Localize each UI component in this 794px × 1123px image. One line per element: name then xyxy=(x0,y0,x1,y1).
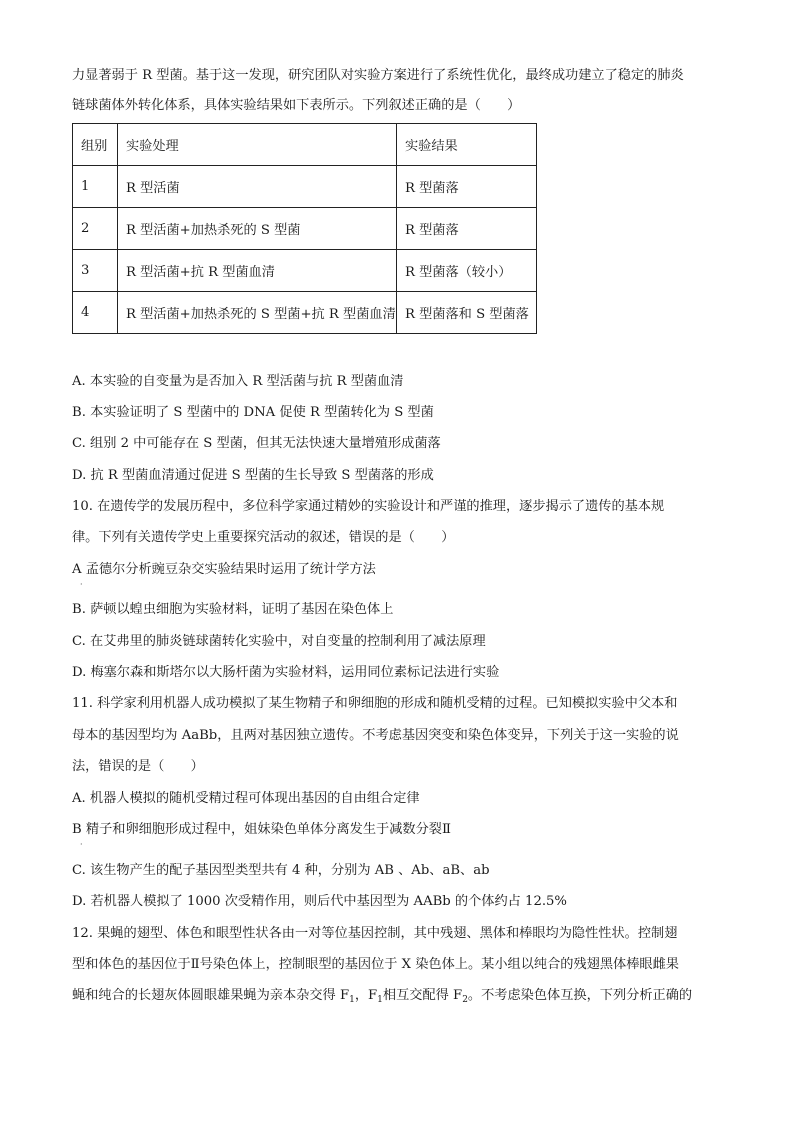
cell-result: R 型菌落（较小） xyxy=(397,250,537,292)
header-group: 组别 xyxy=(73,124,118,166)
q12-stem-3-part-b: ，F xyxy=(354,988,378,1003)
cell-treatment: R 型活菌+抗 R 型菌血清 xyxy=(118,250,397,292)
subscript-2: 2 xyxy=(462,995,468,1005)
q12-stem-3-part-d: 。不考虑染色体互换，下列分析正确的 xyxy=(467,988,693,1003)
q11-stem-1: 11. 科学家利用机器人成功模拟了某生物精子和卵细胞的形成和随机受精的过程。已知模拟实验中父本和 xyxy=(72,696,678,711)
stray-dot-mark: · xyxy=(80,840,83,849)
q9-option-b: B. 本实验证明了 S 型菌中的 DNA 促使 R 型菌转化为 S 型菌 xyxy=(72,405,434,420)
stray-dot-mark: · xyxy=(80,580,83,589)
q10-option-b: B. 萨顿以蝗虫细胞为实验材料，证明了基因在染色体上 xyxy=(72,602,394,617)
q9-option-a: A. 本实验的自变量为是否加入 R 型活菌与抗 R 型菌血清 xyxy=(72,374,404,389)
subscript-1: 1 xyxy=(377,995,383,1005)
q9-option-c: C. 组别 2 中可能存在 S 型菌，但其无法快速大量增殖形成菌落 xyxy=(72,436,441,451)
q12-stem-3 xyxy=(72,986,732,1010)
table-row xyxy=(73,166,537,208)
q12-stem-3-part-c: 相互交配得 F xyxy=(382,988,463,1003)
q11-option-a: A. 机器人模拟的随机受精过程可体现出基因的自由组合定律 xyxy=(72,791,420,806)
cell-group: 3 xyxy=(73,250,118,292)
intro-line-1: 力显著弱于 R 型菌。基于这一发现，研究团队对实验方案进行了系统性优化，最终成功建立了稳定的肺炎 xyxy=(72,68,684,83)
q10-option-a: A 孟德尔分析豌豆杂交实验结果时运用了统计学方法 xyxy=(72,562,376,577)
cell-treatment: R 型活菌+加热杀死的 S 型菌+抗 R 型菌血清 xyxy=(118,292,397,334)
q11-option-c: C. 该生物产生的配子基因型类型共有 4 种，分别为 AB 、Ab、aB、ab xyxy=(72,863,490,878)
q12-stem-2: 型和体色的基因位于Ⅱ号染色体上，控制眼型的基因位于 X 染色体上。某小组以纯合的残翅黑体棒眼雌果 xyxy=(72,957,679,972)
q12-stem-1: 12. 果蝇的翅型、体色和眼型性状各由一对等位基因控制，其中残翅、黑体和棒眼均为隐性性状。控制翅 xyxy=(72,926,678,941)
table-header-row xyxy=(73,124,537,166)
header-result: 实验结果 xyxy=(397,124,537,166)
cell-result: R 型菌落 xyxy=(397,166,537,208)
q10-option-d: D. 梅塞尔森和斯塔尔以大肠杆菌为实验材料，运用同位素标记法进行实验 xyxy=(72,665,500,680)
subscript-1: 1 xyxy=(349,995,355,1005)
intro-line-2: 链球菌体外转化体系，具体实验结果如下表所示。下列叙述正确的是（ ） xyxy=(72,98,521,113)
q11-stem-3: 法，错误的是（ ） xyxy=(72,759,204,774)
q12-stem-3-part-a: 蝇和纯合的长翅灰体圆眼雄果蝇为亲本杂交得 F xyxy=(72,988,350,1003)
q10-stem-1: 10. 在遗传学的发展历程中，多位科学家通过精妙的实验设计和严谨的推理，逐步揭示了遗传的基本规 xyxy=(72,499,665,514)
header-treatment: 实验处理 xyxy=(118,124,397,166)
cell-treatment: R 型活菌 xyxy=(118,166,397,208)
table-row xyxy=(73,250,537,292)
cell-treatment: R 型活菌+加热杀死的 S 型菌 xyxy=(118,208,397,250)
cell-group: 4 xyxy=(73,292,118,334)
experiment-table xyxy=(72,123,537,334)
table-row xyxy=(73,208,537,250)
cell-group: 1 xyxy=(73,166,118,208)
cell-group: 2 xyxy=(73,208,118,250)
q11-option-d: D. 若机器人模拟了 1000 次受精作用，则后代中基因型为 AABb 的个体约占 12.5% xyxy=(72,894,567,909)
table-row xyxy=(73,292,537,334)
q11-stem-2: 母本的基因型均为 AaBb，且两对基因独立遗传。不考虑基因突变和染色体变异，下列关于这一实验的说 xyxy=(72,728,679,743)
cell-result: R 型菌落和 S 型菌落 xyxy=(397,292,537,334)
q10-stem-2: 律。下列有关遗传学史上重要探究活动的叙述，错误的是（ ） xyxy=(72,530,455,545)
q9-option-d: D. 抗 R 型菌血清通过促进 S 型菌的生长导致 S 型菌落的形成 xyxy=(72,468,434,483)
cell-result: R 型菌落 xyxy=(397,208,537,250)
q10-option-c: C. 在艾弗里的肺炎链球菌转化实验中，对自变量的控制利用了减法原理 xyxy=(72,634,486,649)
q11-option-b: B 精子和卵细胞形成过程中，姐妹染色单体分离发生于减数分裂Ⅱ xyxy=(72,822,451,837)
